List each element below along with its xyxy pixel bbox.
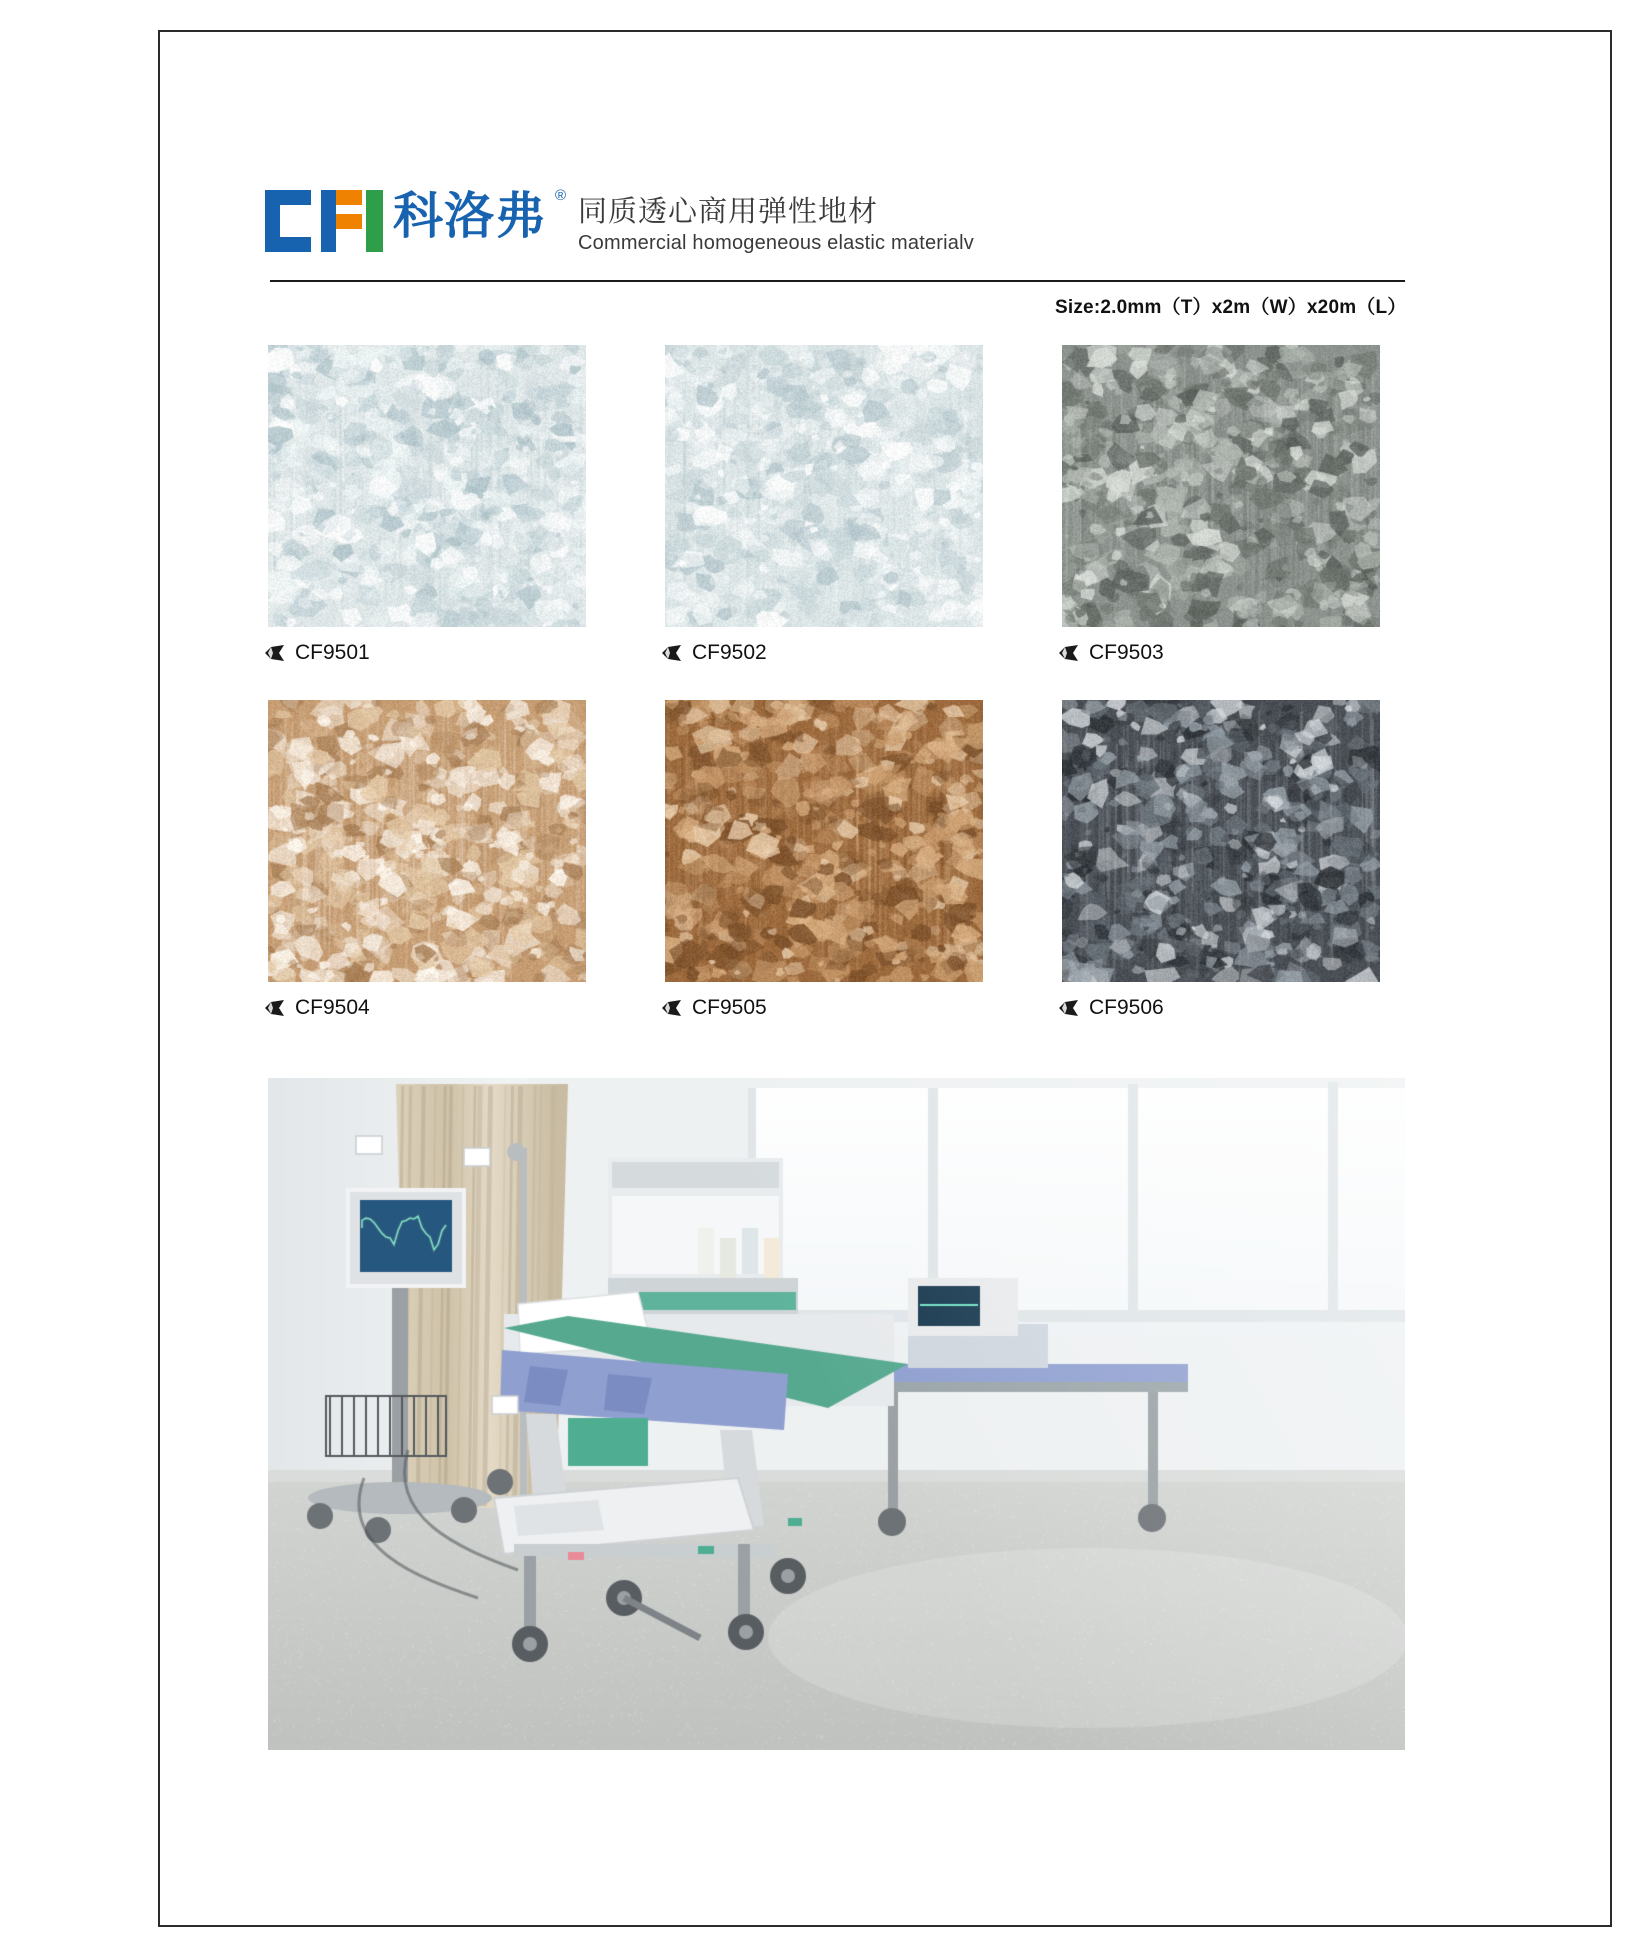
brand-slogan-en: Commercial homogeneous elastic materialv: [578, 232, 974, 254]
swatch-image-cf9506: [1062, 700, 1380, 982]
tag-icon: [661, 999, 683, 1017]
swatch-image-cf9502: [665, 345, 983, 627]
swatch-label-cf9504: [264, 994, 370, 1022]
swatch-image-cf9501: [268, 345, 586, 627]
header-divider: [270, 280, 1405, 282]
page-border-top: [158, 30, 1612, 32]
swatch-label-cf9505: [661, 994, 767, 1022]
tag-icon: [1058, 999, 1080, 1017]
swatch-code: CF9501: [295, 641, 370, 664]
swatch-code: CF9505: [692, 996, 767, 1019]
swatch-label-cf9506: [1058, 994, 1164, 1022]
tag-icon: [264, 999, 286, 1017]
page-border-right: [1610, 30, 1612, 1927]
tag-icon: [264, 644, 286, 662]
registered-trademark-icon: ®: [555, 187, 567, 204]
swatch-code: CF9506: [1089, 996, 1164, 1019]
swatch-label-cf9503: [1058, 639, 1164, 667]
page-border-left: [158, 30, 160, 1927]
swatch-label-cf9502: [661, 639, 767, 667]
brand-logo-icon: [265, 190, 383, 252]
tag-icon: [1058, 644, 1080, 662]
brand-name-cn: 科洛弗: [393, 187, 546, 245]
swatch-label-cf9501: [264, 639, 370, 667]
swatch-code: CF9504: [295, 996, 370, 1019]
swatch-image-cf9504: [268, 700, 586, 982]
swatch-code: CF9502: [692, 641, 767, 664]
swatch-image-cf9503: [1062, 345, 1380, 627]
swatch-code: CF9503: [1089, 641, 1164, 664]
hospital-room-photo: [268, 1078, 1405, 1750]
page-header: [265, 185, 1405, 280]
page-border-bottom: [158, 1925, 1612, 1927]
brand-slogan-cn: 同质透心商用弹性地材: [578, 194, 879, 228]
product-size-label: Size:2.0mm（T）x2m（W）x20m（L）: [1055, 297, 1407, 318]
swatch-image-cf9505: [665, 700, 983, 982]
tag-icon: [661, 644, 683, 662]
